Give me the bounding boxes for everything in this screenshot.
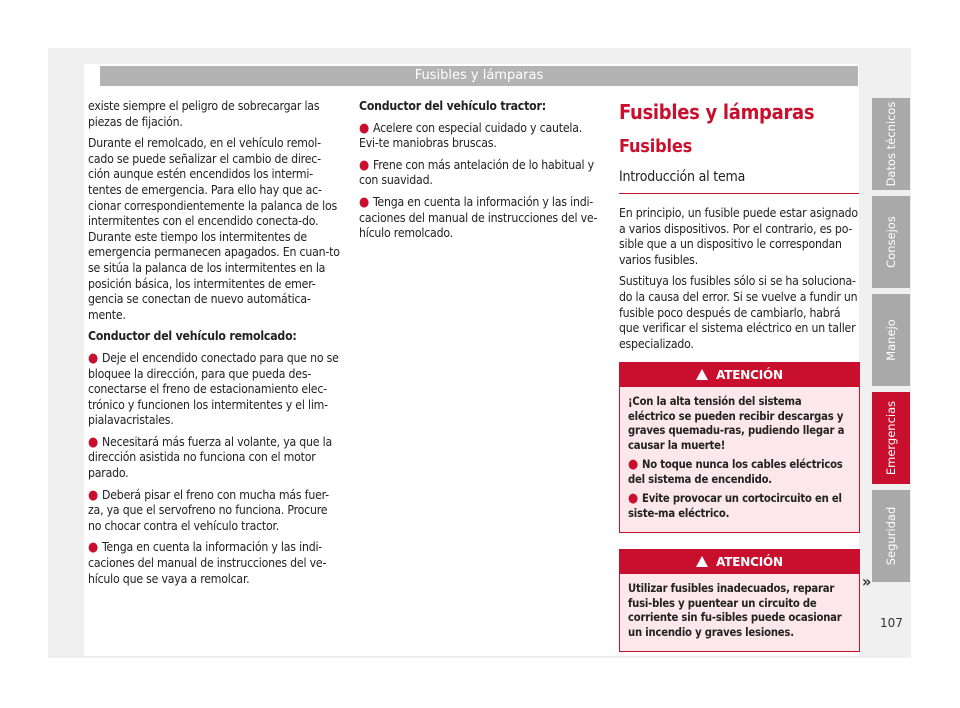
paragraph: Sustituya los fusibles sólo si se ha soluciona-do la causa del error. Si se vuelve a fundir un fusible poco después de cambiarlo, habrá que verificar el sistema eléctrico en un taller especializado. (619, 274, 858, 351)
tab-consejos[interactable]: Consejos (872, 196, 910, 288)
bullet-icon: ● (628, 491, 639, 507)
warning-header: ATENCIÓN (620, 363, 859, 387)
list-item: ● No toque nunca los cables eléctricos del sistema de encendido. (628, 457, 843, 486)
section-title: Fusibles (619, 136, 693, 157)
bullet-icon: ● (359, 120, 370, 136)
column-right (619, 99, 859, 652)
continue-arrow-icon: » (862, 572, 872, 591)
warning-box (619, 362, 860, 533)
paragraph: Durante el remolcado, en el vehículo remol-cado se puede señalizar el cambio de direc-ción aunque estén encendidos los intermi-tentes de emergencia. Para ello hay que ac-cionar correspondientemente la palanca de los intermitentes con el encendido conecta-do. Durante este tiempo los intermitentes de emergencia permanecen apagados. En cuan-to se sitúa la palanca de los intermitentes en la posición básica, los intermitentes de emer-gencia se conectan de nuevo automática-mente. (88, 136, 340, 322)
page-header: Fusibles y lámparas (100, 66, 858, 86)
list-item: ● Frene con más antelación de lo habitual y con suavidad. (359, 157, 594, 188)
tab-emergencias[interactable]: Emergencias (872, 392, 910, 484)
warning-triangle-icon (696, 556, 708, 567)
page-number: 107 (880, 616, 903, 630)
section-heading: Conductor del vehículo tractor: (359, 99, 546, 113)
bullet-icon: ● (88, 540, 99, 556)
paragraph: En principio, un fusible puede estar asignado a varios dispositivos. Por el contrario, es po-sible que a un dispositivo le correspondan varios fusibles. (619, 206, 858, 267)
list-item: ● Tenga en cuenta la información y las indi-caciones del manual de instrucciones del ve-hículo remolcado. (359, 194, 598, 241)
list-item: ● Evite provocar un cortocircuito en el siste-ma eléctrico. (628, 491, 842, 520)
bullet-icon: ● (359, 157, 370, 173)
list-item: ● Tenga en cuenta la información y las indi-caciones del manual de instrucciones del ve-hículo que se vaya a remolcar. (88, 540, 327, 586)
list-item: ● Deberá pisar el freno con mucha más fuer-za, ya que el servofreno no funciona. Procure no chocar contra el vehículo tractor. (88, 487, 329, 533)
warning-body: Utilizar fusibles inadecuados, reparar fusi-bles y puentear un circuito de corriente sin fu-sibles puede ocasionar un incendio y graves lesiones. (628, 582, 842, 639)
bullet-icon: ● (88, 434, 99, 450)
tab-datos-tecnicos[interactable]: Datos técnicos (872, 98, 910, 190)
warning-box (619, 549, 860, 652)
bullet-icon: ● (88, 487, 99, 503)
list-item: ● Acelere con especial cuidado y cautela. Evi-te maniobras bruscas. (359, 120, 583, 151)
bullet-icon: ● (88, 350, 99, 366)
column-left (88, 99, 341, 593)
list-item: ● Necesitará más fuerza al volante, ya que la dirección asistida no funciona con el motor parado. (88, 434, 332, 481)
list-item: ● Deje el encendido conectado para que no se bloquee la dirección, para que pueda des-conectarse el freno de estacionamiento elec-trónico y funcionen los intermitentes y el lim-pialavacristales. (88, 350, 339, 428)
paragraph: existe siempre el peligro de sobrecargar las piezas de fijación. (88, 99, 320, 129)
tab-manejo[interactable]: Manejo (872, 294, 910, 386)
chapter-title: Fusibles y lámparas (619, 100, 815, 124)
bullet-icon: ● (628, 457, 639, 473)
warning-header: ATENCIÓN (620, 550, 859, 574)
warning-body: ¡Con la alta tensión del sistema eléctrico se pueden recibir descargas y graves quemadu-ras, pudiendo llegar a causar la muerte! ● No toque nunca los cables eléctricos del sistema de encendido. ● Evite provocar un cortocircuito en el siste-ma eléctrico. (620, 387, 859, 532)
section-heading: Conductor del vehículo remolcado: (88, 329, 297, 344)
tab-seguridad[interactable]: Seguridad (872, 490, 910, 582)
column-middle (359, 99, 603, 248)
subsection-title: Introducción al tema (619, 167, 859, 194)
warning-triangle-icon (696, 369, 708, 380)
bullet-icon: ● (359, 194, 370, 210)
